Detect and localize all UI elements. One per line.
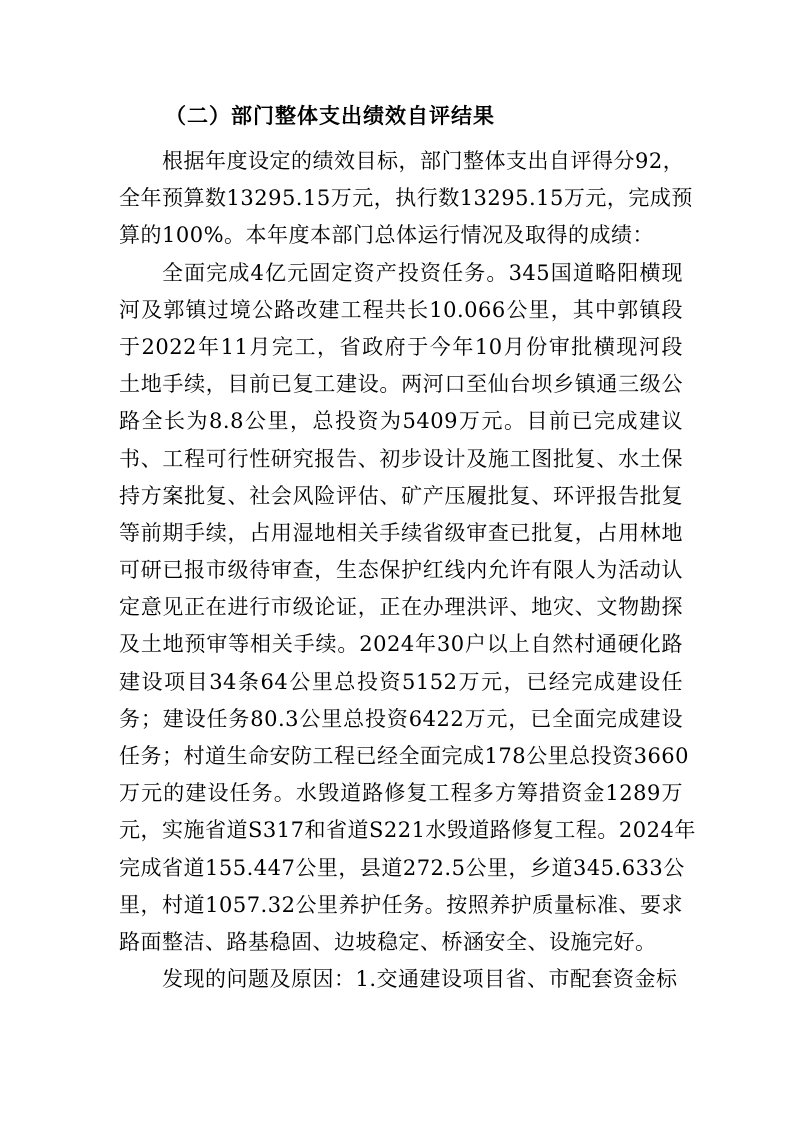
text-line: 路全长为8.8公里，总投资为5409万元。目前已完成建议 (119, 409, 683, 434)
text-line: 全面完成4亿元固定资产投资任务。345国道略阳横现 (162, 260, 683, 285)
text-line: 算的100%。本年度本部门总体运行情况及取得的成绩： (119, 223, 655, 248)
text-line: 土地手续，目前已复工建设。两河口至仙台坝乡镇通三级公 (119, 372, 683, 397)
text-line: 里，村道1057.32公里养护任务。按照养护质量标准、要求 (119, 892, 683, 917)
text-line: 可研已报市级待审查，生态保护红线内允许有限人为活动认 (119, 558, 683, 583)
text-line: 及土地预审等相关手续。2024年30户以上自然村通硬化路 (119, 632, 683, 657)
text-line: 路面整洁、路基稳固、边坡稳定、桥涵安全、设施完好。 (119, 929, 657, 954)
paragraph (119, 143, 693, 255)
text-line: 元，实施省道S317和省道S221水毁道路修复工程。2024年 (119, 818, 696, 843)
text-line: 等前期手续，占用湿地相关手续省级审查已批复，占用林地 (119, 520, 683, 545)
paragraph (119, 961, 683, 998)
section-heading: （二）部门整体支出绩效自评结果 (165, 103, 495, 128)
text-line: 根据年度设定的绩效目标，部门整体支出自评得分92， (162, 149, 685, 173)
text-line: 书、工程可行性研究报告、初步设计及施工图批复、水土保 (119, 446, 683, 471)
text-line: 持方案批复、社会风险评估、矿产压履批复、环评报告批复 (119, 483, 683, 508)
text-line: 全年预算数13295.15万元，执行数13295.15万元，完成预 (119, 186, 693, 211)
text-line: 发现的问题及原因：1.交通建设项目省、市配套资金标 (162, 967, 678, 992)
paragraph (119, 255, 696, 962)
text-line: 建设项目34条64公里总投资5152万元，已经完成建设任 (119, 669, 683, 694)
text-line: 任务；村道生命安防工程已经全面完成178公里总投资3660 (119, 744, 690, 768)
text-line: 完成省道155.447公里，县道272.5公里，乡道345.633公 (119, 855, 685, 880)
text-line: 万元的建设任务。水毁道路修复工程多方筹措资金1289万 (119, 781, 683, 806)
document-body (119, 143, 696, 998)
text-line: 河及郭镇过境公路改建工程共长10.066公里，其中郭镇段 (119, 297, 683, 322)
text-line: 务；建设任务80.3公里总投资6422万元，已全面完成建设 (119, 706, 683, 731)
text-line: 于2022年11月完工，省政府于今年10月份审批横现河段 (119, 334, 683, 359)
text-line: 定意见正在进行市级论证，正在办理洪评、地灾、文物勘探 (119, 595, 683, 620)
